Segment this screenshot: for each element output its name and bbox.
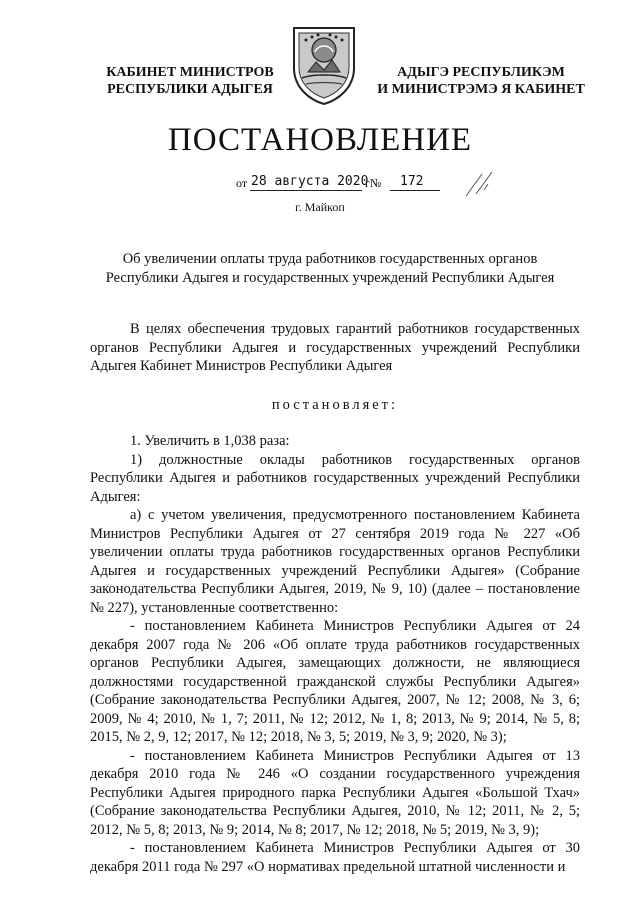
date-underline — [250, 190, 362, 191]
document-number: 172 — [400, 174, 424, 189]
issuer-line-2: РЕСПУБЛИКИ АДЫГЕЯ — [107, 82, 273, 97]
clause-1: 1. Увеличить в 1,038 раза: — [130, 433, 290, 449]
issuer-name-adyghe — [372, 64, 590, 98]
number-prefix: г№ — [365, 176, 382, 190]
date-number-line — [230, 174, 470, 194]
document-type-title: ПОСТАНОВЛЕНИЕ — [167, 122, 473, 158]
list-item-resolution-206: - постановлением Кабинета Министров Республики Адыгея от 24 декабря 2007 года № 206 «Об оплате труда работников государственных органов Республики Адыгея, замещающих должности, не являющиеся должностями государственной гражданской службы Республики Адыгея» (Собрание законодательства Республики Адыгея, 2007, № 12; 2008, № 3, 6; 2009, № 4; 2010, № 1, 7; 2011, № 12; 2012, № 1, 8; 2013, № 9; 2014, № 5, 8; 2015, № 2, 9, 12; 2017, № 12; 2018, № 3, 5; 2019, № 3, 9; 2020, № 3); — [90, 618, 580, 745]
document-date: 28 августа 2020 — [251, 174, 369, 189]
resolves-heading: постановляет: — [271, 396, 399, 413]
subject-line-1: Об увеличении оплаты труда работников государственных органов — [122, 251, 538, 267]
list-item-resolution-297: - постановлением Кабинета Министров Республики Адыгея от 30 декабря 2011 года № 297 «О нормативах предельной штатной численности и — [90, 840, 580, 875]
clause-1-1: 1) должностные оклады работников государственных органов Республики Адыгея и работников государственных учреждений Республики Адыгея: — [90, 451, 580, 505]
subject-line-2: Республики Адыгея и государственных учреждений Республики Адыгея — [105, 270, 555, 286]
list-item-resolution-246: - постановлением Кабинета Министров Республики Адыгея от 13 декабря 2010 года № 246 «О создании государственного учреждения Республики Адыгея природного парка Республики Адыгея «Большой Тхач» (Собрание законодательства Республики Адыгея, 2010, № 12; 2011, № 2, 5; 2012, № 5, 8; 2013, № 9; 2014, № 8; 2017, № 12; 2018, № 5; 2019, № 3, 9); — [90, 747, 580, 838]
number-underline — [390, 190, 440, 191]
issuer-line-1: КАБИНЕТ МИНИСТРОВ — [106, 65, 274, 80]
preamble-paragraph: В целях обеспечения трудовых гарантий работников государственных органов Республики Адыгея и государственных учреждений Республики Адыгея Кабинет Министров Республики Адыгея — [90, 321, 580, 374]
document-subject — [80, 250, 580, 288]
date-prefix: от — [236, 176, 248, 190]
coat-of-arms-emblem — [288, 20, 360, 106]
pen-mark-icon — [462, 170, 502, 200]
issuer-adyghe-line-2: И МИНИСТРЭМЭ Я КАБИНЕТ — [377, 82, 585, 97]
clause-1-1-a: а) с учетом увеличения, предусмотренного постановлением Кабинета Министров Республики Адыгея от 27 сентября 2019 года № 227 «Об увеличении оплаты труда работников государственных органов Республики Адыгея и государственных учреждений Республики Адыгея» (Собрание законодательства Республики Адыгея, 2019, № 9, 10) (далее – постановление № 227), установленные соответственно: — [90, 507, 580, 616]
document-body — [90, 320, 580, 876]
issuer-adyghe-line-1: АДЫГЭ РЕСПУБЛИКЭМ — [397, 65, 565, 80]
issuer-name-russian — [100, 64, 280, 98]
city-name: г. Майкоп — [295, 200, 345, 214]
